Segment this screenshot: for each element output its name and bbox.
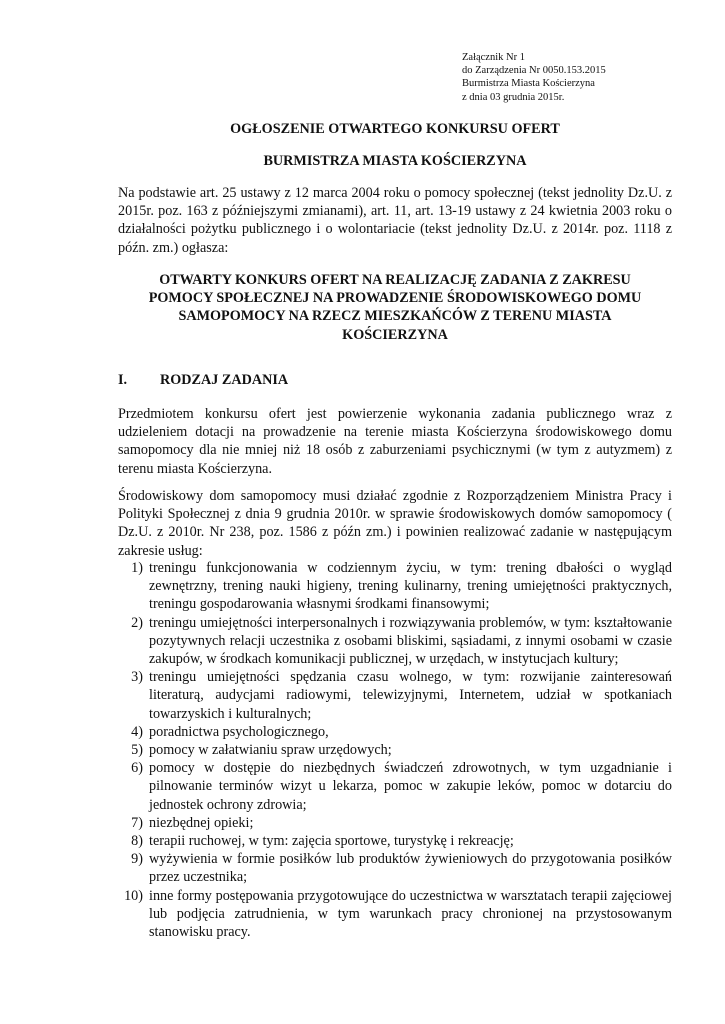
list-item: [118, 814, 672, 832]
list-item-number: 4): [131, 723, 143, 740]
list-item-number: 9): [131, 851, 143, 868]
list-item-number: 5): [131, 742, 143, 759]
annex-line: do Zarządzenia Nr 0050.153.2015: [462, 65, 606, 77]
list-item-number: 3): [131, 669, 143, 686]
list-item: [118, 723, 672, 741]
document-subtitle: BURMISTRZA MIASTA KOŚCIERZYNA: [263, 153, 527, 169]
list-item-text: wyżywienia w formie posiłków lub produktów żywieniowych do przygotowania posiłków przez uczestnika;: [149, 851, 672, 886]
contest-subject-heading: OTWARTY KONKURS OFERT NA REALIZACJĘ ZADANIA Z ZAKRESU POMOCY SPOŁECZNEJ NA PROWADZENIE ŚRODOWISKOWEGO DOMU SAMOPOMOCY NA RZECZ MIESZKAŃCÓW Z TERENU MIASTA KOŚCIERZYNA: [148, 272, 642, 343]
list-item-text: pomocy w załatwianiu spraw urzędowych;: [149, 742, 392, 759]
list-item: [118, 887, 672, 942]
list-item-number: 10): [124, 887, 143, 904]
list-item-text: poradnictwa psychologicznego,: [149, 723, 329, 740]
list-item: [118, 741, 672, 759]
list-item-text: pomocy w dostępie do niezbędnych świadczeń zdrowotnych, w tym uzgadnianie i pilnowanie terminów wizyt u lekarza, pomoc w zakupie leków, pomoc w dotarciu do jednostek ochrony zdrowia;: [149, 760, 672, 813]
list-item-text: terapii ruchowej, w tym: zajęcia sportowe, turystykę i rekreację;: [149, 833, 514, 850]
list-item: [118, 832, 672, 850]
list-item-number: 8): [131, 833, 143, 850]
list-item: [118, 850, 672, 886]
section-title: RODZAJ ZADANIA: [160, 372, 289, 388]
list-item-text: treningu funkcjonowania w codziennym życiu, w tym: trening dbałości o wygląd zewnętrzny, trening nauki higieny, trening kulinarny, trening umiejętności praktycznych, treningu gospodarowania własnymi środkami finansowymi;: [149, 560, 672, 613]
list-item-text: niezbędnej opieki;: [149, 814, 254, 831]
list-item-number: 7): [131, 814, 143, 831]
list-item-text: treningu umiejętności spędzania czasu wolnego, w tym: rozwijanie zainteresowań literaturą, audycjami radiowymi, telewizyjnymi, Internetem, udział w spotkaniach towarzyskich i kulturalnych;: [149, 669, 672, 722]
document-title: OGŁOSZENIE OTWARTEGO KONKURSU OFERT: [230, 121, 560, 137]
services-list: [118, 559, 672, 941]
list-item-number: 6): [131, 760, 143, 777]
list-item-number: 1): [131, 560, 143, 576]
annex-line: Załącznik Nr 1: [462, 52, 525, 63]
section-number: I.: [118, 372, 128, 388]
annex-line: z dnia 03 grudnia 2015r.: [462, 91, 565, 103]
legal-basis-paragraph: Na podstawie art. 25 ustawy z 12 marca 2004 roku o pomocy społecznej (tekst jednolity Dz.U. z 2015r. poz. 163 z późniejszymi zmianami), art. 11, art. 13-19 ustawy z 24 kwietnia 2003 roku o działalności pożytku publicznego i o wolontariacie (tekst jednolity Dz.U. z 2014r. poz. 1118 z późn. zm.) ogłasza:: [118, 185, 672, 256]
list-item-number: 2): [131, 614, 143, 631]
list-item-text: treningu umiejętności interpersonalnych i rozwiązywania problemów, w tym: kształtowanie pozytywnych relacji uczestnika z osobami bliskimi, sąsiadami, z innymi osobami w czasie zakupów, w środkach komunikacji publicznej, w urzędach, w instytucjach kultury;: [149, 614, 672, 668]
section-heading: [118, 372, 288, 389]
list-item: [118, 559, 672, 614]
annex-header: [462, 51, 606, 104]
list-item: [118, 759, 672, 814]
list-item-text: inne formy postępowania przygotowujące do uczestnictwa w warsztatach terapii zajęciowej lub podjęcia zatrudnienia, w tym warunkach pracy chronionej na przystosowanym stanowisku pracy.: [149, 887, 672, 941]
list-item: [118, 614, 672, 669]
annex-line: Burmistrza Miasta Kościerzyna: [462, 78, 595, 90]
sdc-requirements-paragraph: Środowiskowy dom samopomocy musi działać zgodnie z Rozporządzeniem Ministra Pracy i Polityki Społecznej z dnia 9 grudnia 2010r. w sprawie środowiskowych domów samopomocy ( Dz.U. z 2010r. Nr 238, poz. 1586 z późn zm.) i powinien realizować zadanie w następującym zakresie usług:: [118, 488, 672, 559]
list-item: [118, 668, 672, 723]
scope-paragraph: Przedmiotem konkursu ofert jest powierzenie wykonania zadania publicznego wraz z udzieleniem dotacji na prowadzenie na terenie miasta Kościerzyna środowiskowego domu samopomocy dla nie mniej niż 18 osób z zaburzeniami psychicznymi (w tym z autyzmem) z terenu miasta Kościerzyna.: [118, 406, 672, 477]
